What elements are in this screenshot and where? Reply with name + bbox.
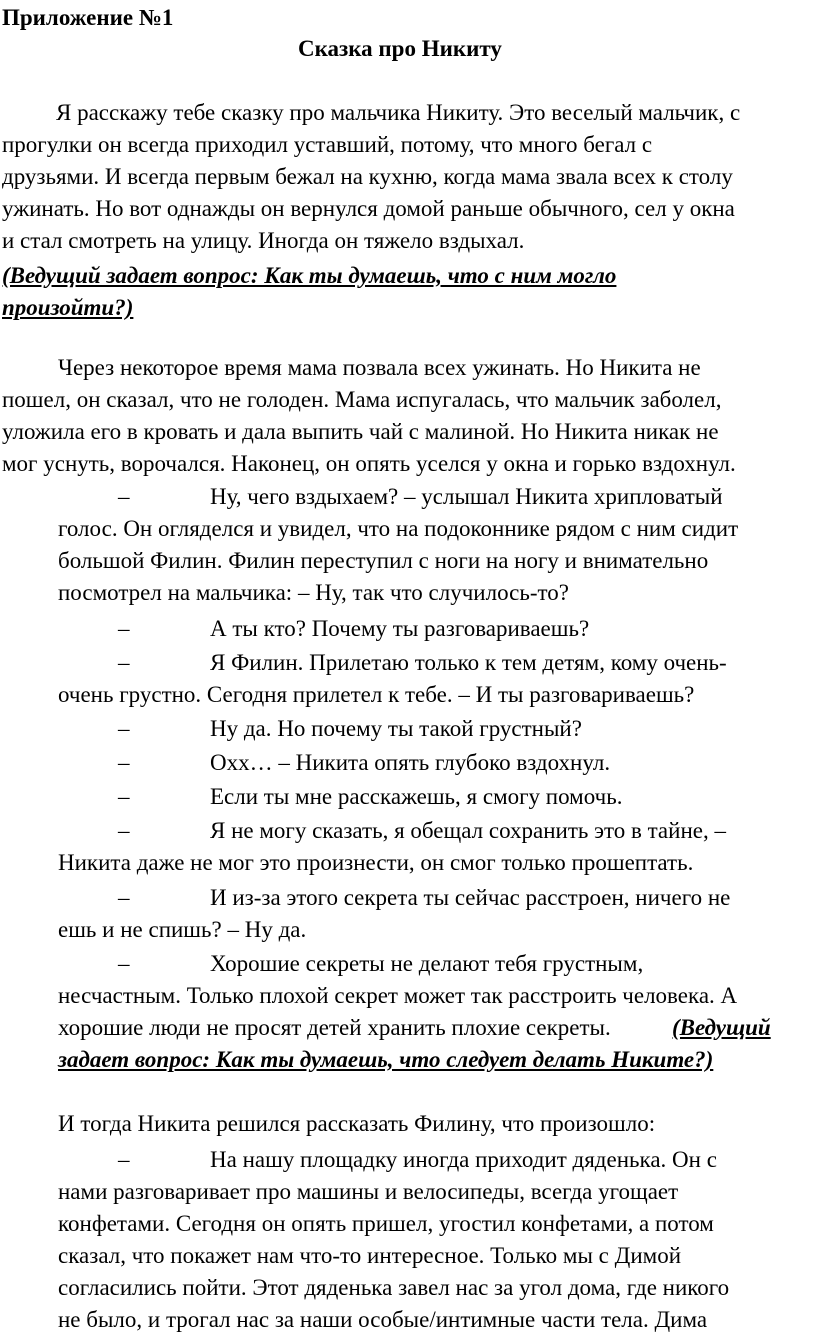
dialogue-line: очень грустно. Сегодня прилетел к тебе. – И ты разговариваешь? — [58, 682, 695, 707]
dialogue-line: Никита даже не мог это произнести, он смог только прошептать. — [58, 850, 694, 875]
dialogue-line: Ну да. Но почему ты такой грустный? — [210, 716, 582, 741]
dialogue-dash: – — [118, 1147, 130, 1172]
paragraph-3-line: И тогда Никита решился рассказать Филину, что произошло: — [58, 1111, 656, 1136]
dialogue-line: Я Филин. Прилетаю только к тем детям, кому очень- — [210, 650, 727, 675]
dialogue-line: сказал, что покажет нам что-то интересное. Только мы с Димой — [58, 1243, 681, 1268]
paragraph-1-line: и стал смотреть на улицу. Иногда он тяжело вздыхал. — [2, 228, 525, 253]
paragraph-2-line: уложила его в кровать и дала выпить чай с малиной. Но Никита никак не — [2, 419, 719, 444]
dialogue-line: посмотрел на мальчика: – Ну, так что случилось-то? — [58, 580, 569, 605]
dialogue-line: конфетами. Сегодня он опять пришел, угостил конфетами, а потом — [58, 1211, 714, 1236]
dialogue-line: И из-за этого секрета ты сейчас расстроен, ничего не — [210, 885, 731, 910]
dialogue-line: Ну, чего вздыхаем? – услышал Никита хрипловатый — [210, 484, 723, 509]
dialogue-line: Я не могу сказать, я обещал сохранить это в тайне, – — [210, 818, 726, 843]
dialogue-line: несчастным. Только плохой секрет может так расстроить человека. А — [58, 983, 738, 1008]
paragraph-2-line: Через некоторое время мама позвала всех ужинать. Но Никита не — [58, 355, 701, 380]
story-title: Сказка про Никиту — [298, 36, 502, 61]
dialogue-line: большой Филин. Филин переступил с ноги на ногу и внимательно — [58, 548, 709, 573]
host-question-2: задает вопрос: Как ты думаешь, что следует делать Никите?) — [58, 1047, 714, 1072]
dialogue-line: хорошие люди не просят детей хранить плохие секреты. — [58, 1015, 611, 1040]
dialogue-line: ешь и не спишь? – Ну да. — [58, 917, 307, 942]
dialogue-dash: – — [118, 616, 130, 641]
dialogue-dash: – — [118, 885, 130, 910]
dialogue-line: Хорошие секреты не делают тебя грустным, — [210, 951, 644, 976]
host-question-1: произойти?) — [2, 295, 134, 320]
paragraph-2-line: пошел, он сказал, что не голоден. Мама испугалась, что мальчик заболел, — [2, 387, 722, 412]
appendix-label: Приложение №1 — [2, 5, 174, 30]
dialogue-dash: – — [118, 716, 130, 741]
dialogue-dash: – — [118, 818, 130, 843]
paragraph-1-line: прогулки он всегда приходил уставший, потому, что много бегал с — [2, 132, 653, 157]
dialogue-dash: – — [118, 784, 130, 809]
dialogue-dash: – — [118, 951, 130, 976]
dialogue-line: Если ты мне расскажешь, я смогу помочь. — [210, 784, 623, 809]
paragraph-1-line: ужинать. Но вот однажды он вернулся домой раньше обычного, сел у окна — [2, 196, 735, 221]
dialogue-line: нами разговаривает про машины и велосипеды, всегда угощает — [58, 1179, 679, 1204]
dialogue-line: На нашу площадку иногда приходит дяденька. Он с — [210, 1147, 717, 1172]
dialogue-line: не было, и трогал нас за наши особые/интимные части тела. Дима — [58, 1307, 708, 1332]
dialogue-line: А ты кто? Почему ты разговариваешь? — [210, 616, 590, 641]
paragraph-1-line: друзьями. И всегда первым бежал на кухню, когда мама звала всех к столу — [2, 164, 733, 189]
dialogue-dash: – — [118, 650, 130, 675]
host-question-1: (Ведущий задает вопрос: Как ты думаешь, что с ним могло — [2, 263, 617, 288]
paragraph-1-line: Я расскажу тебе сказку про мальчика Никиту. Это веселый мальчик, с — [56, 100, 741, 125]
dialogue-line: голос. Он огляделся и увидел, что на подоконнике рядом с ним сидит — [58, 516, 739, 541]
dialogue-line: Охх… – Никита опять глубоко вздохнул. — [210, 750, 611, 775]
paragraph-2-line: мог уснуть, ворочался. Наконец, он опять уселся у окна и горько вздохнул. — [2, 451, 736, 476]
dialogue-dash: – — [118, 750, 130, 775]
dialogue-line: согласились пойти. Этот дяденька завел нас за угол дома, где никого — [58, 1275, 730, 1300]
dialogue-dash: – — [118, 484, 130, 509]
host-question-2: (Ведущий — [672, 1015, 771, 1040]
